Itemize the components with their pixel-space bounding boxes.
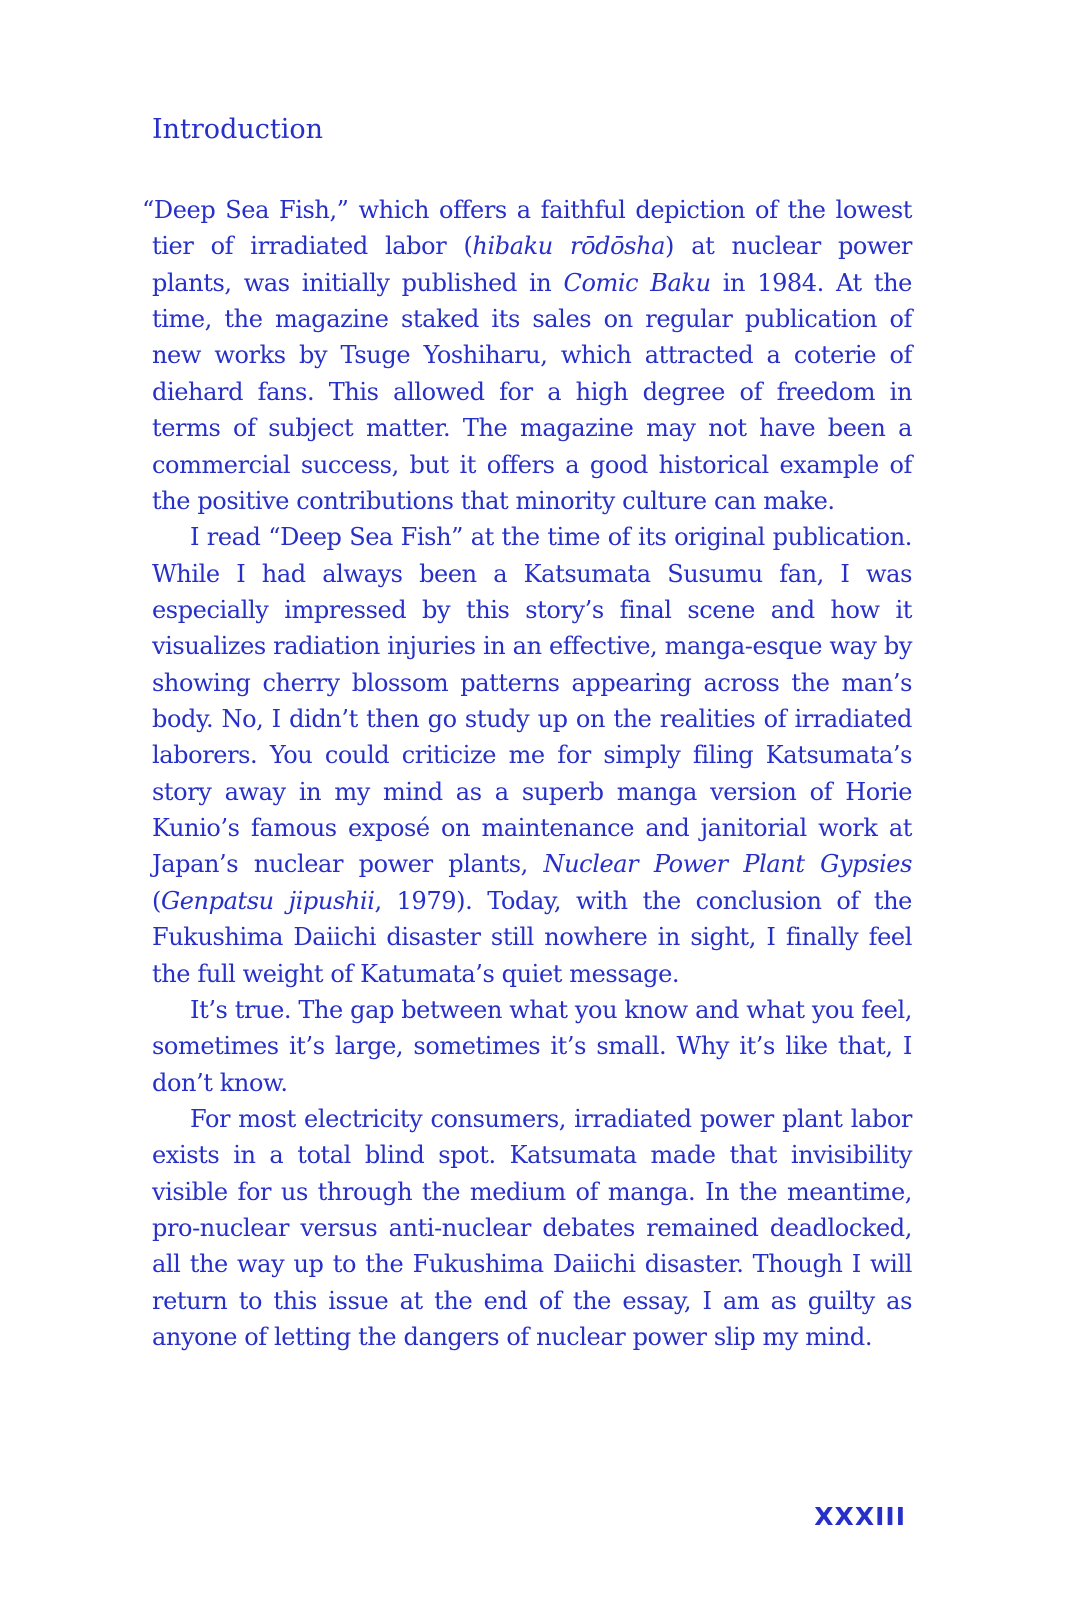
paragraph-3 [152,992,912,1101]
paragraph-4 [152,1101,912,1356]
paragraph-2-run-2-italic: Nuclear Power Plant Gypsies [543,850,912,879]
paragraph-1-run-2-italic: hibaku rōdōsha [472,232,666,261]
paragraph-2-run-5: , 1979). Today, with the conclusion of the Fukushima Daiichi disaster still nowhere in sight, I finally feel the full weight of Katumata’s quiet message. [152,886,912,988]
paragraph-2-run-4-italic: Genpatsu jipushii [160,886,375,915]
paragraph-2-run-3: ( [152,886,161,915]
running-head: Introduction [152,114,323,145]
paragraph-1-run-3: ) at nuclear power plants, was initially published in [152,232,912,297]
paragraph-1 [142,192,912,519]
paragraph-2 [152,519,912,992]
paragraph-4-run-1: For most electricity consumers, irradiated power plant labor exists in a total blind spot. Katsumata made that invisibility visible for us through the medium of manga. In the meantime, pro-nuclear versus anti-nuclear debates remained deadlocked, all the way up to the Fukushima Daiichi disaster. Though I will return to this issue at the end of the essay, I am as guilty as anyone of letting the dangers of nuclear power slip my mind. [152,1104,912,1352]
paragraph-1-run-1: “Deep Sea Fish,” which offers a faithful depiction of the lowest tier of irradiated labor ( [142,196,912,261]
body-text [142,192,912,1356]
page-number: XXXIII [814,1502,906,1531]
paragraph-1-run-4-italic: Comic Baku [563,268,711,297]
paragraph-1-run-5: in 1984. At the time, the magazine staked its sales on regular publication of new works by Tsuge Yoshiharu, which attracted a coterie of diehard fans. This allowed for a high degree of freedom in terms of subject matter. The magazine may not have been a commercial success, but it offers a good historical example of the positive contributions that minority culture can make. [152,268,912,515]
paragraph-2-run-1: I read “Deep Sea Fish” at the time of its original publication. While I had always been a Katsumata Susumu fan, I was especially impressed by this story’s final scene and how it visualizes radiation injuries in an effective, manga-esque way by showing cherry blossom patterns appearing across the man’s body. No, I didn’t then go study up on the realities of irradiated laborers. You could criticize me for simply filing Katsumata’s story away in my mind as a superb manga version of Horie Kunio’s famous exposé on maintenance and janitorial work at Japan’s nuclear power plants, [152,523,912,879]
paragraph-3-run-1: It’s true. The gap between what you know and what you feel, sometimes it’s large, sometimes it’s small. Why it’s like that, I don’t know. [152,995,912,1097]
